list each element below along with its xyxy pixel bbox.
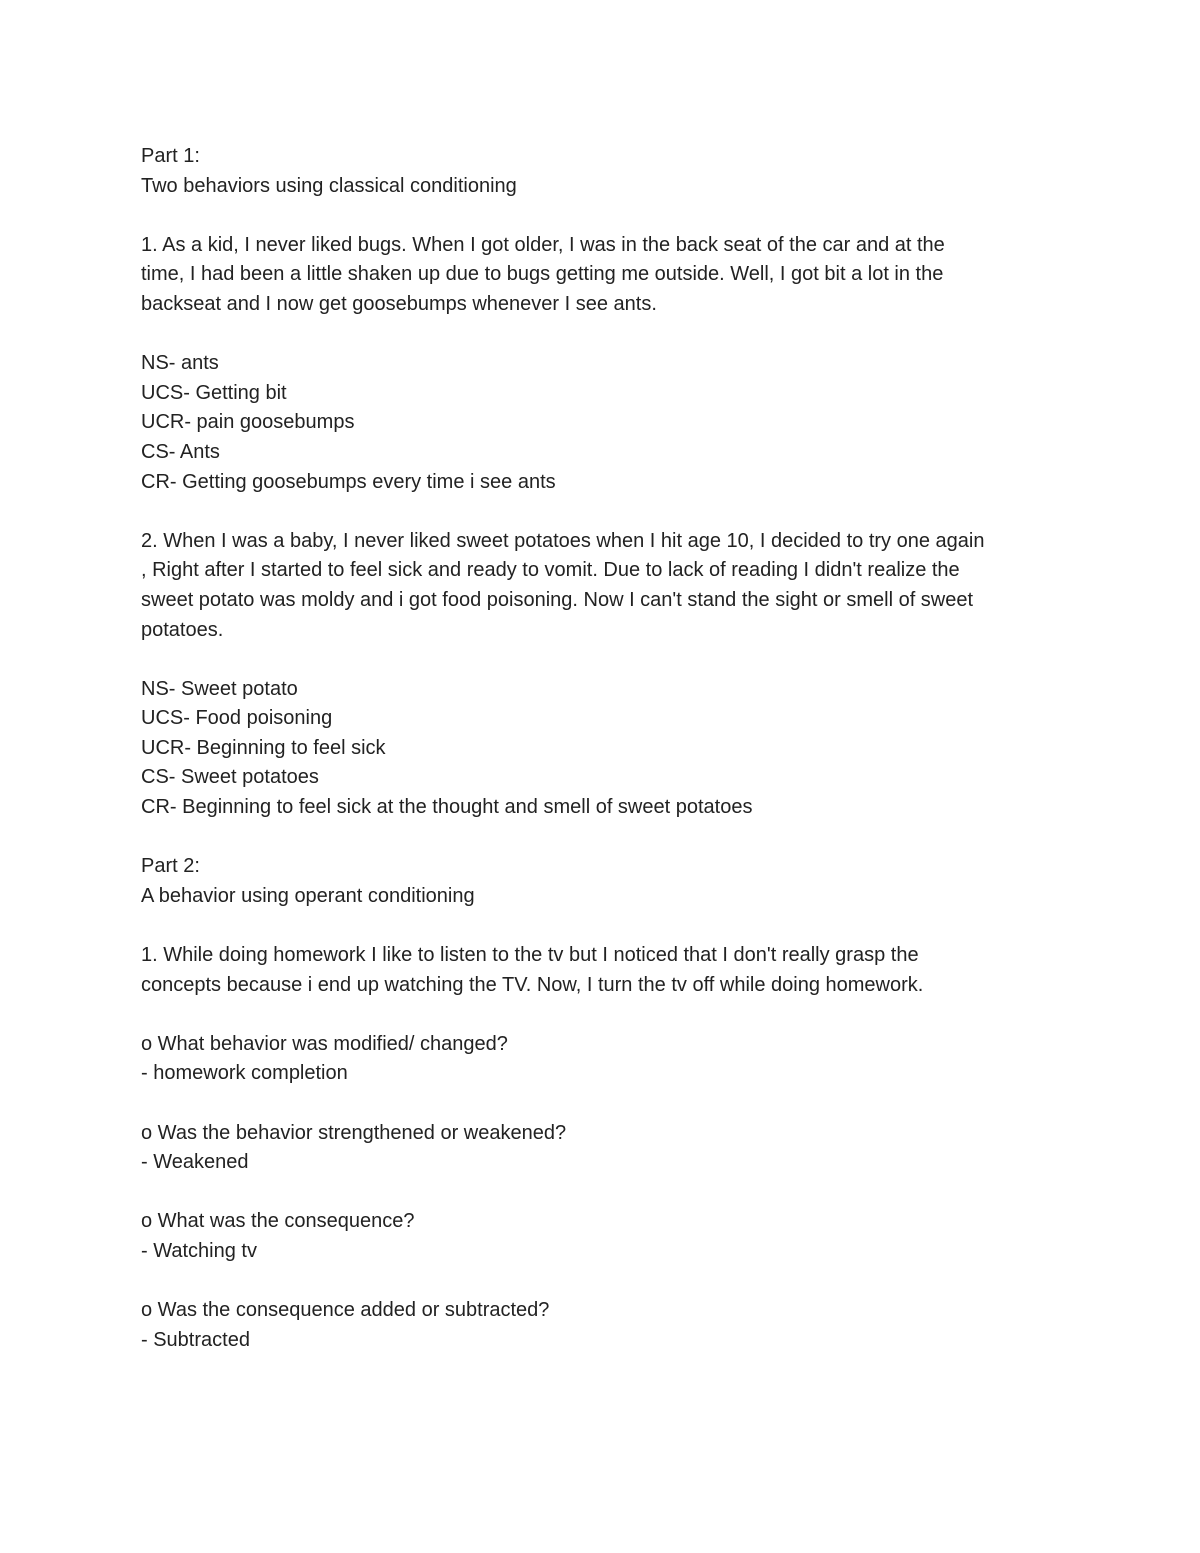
question-text: o Was the behavior strengthened or weakened?: [141, 1121, 567, 1144]
part1-example2-term-ns: NS- Sweet potato: [141, 677, 298, 700]
spacer: [141, 201, 1061, 231]
part2-example1-line: concepts because i end up watching the TV. Now, I turn the tv off while doing homework.: [141, 973, 924, 996]
spacer: [141, 911, 1061, 941]
spacer: [141, 1000, 1061, 1030]
part1-example2-line: 2. When I was a baby, I never liked sweet potatoes when I hit age 10, I decided to try one again: [141, 529, 985, 552]
part2-subheading: A behavior using operant conditioning: [141, 884, 475, 907]
part1-subheading: Two behaviors using classical conditioning: [141, 174, 517, 197]
part1-example2-term-ucs: UCS- Food poisoning: [141, 707, 333, 730]
part1-example1-term-ns: NS- ants: [141, 352, 219, 375]
spacer: [141, 320, 1061, 350]
answer-text: - Weakened: [141, 1151, 249, 1174]
part1-example2-term-ucr: UCR- Beginning to feel sick: [141, 736, 386, 759]
part1-example1-line: time, I had been a little shaken up due to bugs getting me outside. Well, I got bit a lot in the: [141, 263, 944, 286]
part1-example2-term-cr: CR- Beginning to feel sick at the thought and smell of sweet potatoes: [141, 796, 753, 819]
spacer: [141, 1089, 1061, 1119]
part1-example1-line: backseat and I now get goosebumps whenever I see ants.: [141, 292, 657, 315]
spacer: [141, 1267, 1061, 1297]
part1-example1-term-ucs: UCS- Getting bit: [141, 381, 287, 404]
part1-heading: Part 1:: [141, 145, 200, 167]
part1-example2-term-cs: CS- Sweet potatoes: [141, 766, 319, 789]
question-text: o Was the consequence added or subtracted?: [141, 1299, 550, 1322]
question-text: o What was the consequence?: [141, 1210, 415, 1233]
document-body: [141, 142, 1061, 1355]
question-text: o What behavior was modified/ changed?: [141, 1032, 508, 1055]
part1-example1-term-ucr: UCR- pain goosebumps: [141, 411, 355, 434]
part2-heading: Part 2:: [141, 855, 200, 878]
part1-example2-line: sweet potato was moldy and i got food poisoning. Now I can't stand the sight or smell of sweet: [141, 588, 974, 611]
part1-example1-term-cs: CS- Ants: [141, 440, 220, 463]
spacer: [141, 645, 1061, 675]
part1-example2-line: , Right after I started to feel sick and ready to vomit. Due to lack of reading I didn't realize the: [141, 559, 960, 582]
answer-text: - homework completion: [141, 1062, 348, 1085]
spacer: [141, 1178, 1061, 1208]
part1-example2-line: potatoes.: [141, 618, 224, 641]
spacer: [141, 497, 1061, 527]
part1-example1-term-cr: CR- Getting goosebumps every time i see ants: [141, 470, 556, 493]
spacer: [141, 823, 1061, 853]
answer-text: - Watching tv: [141, 1239, 257, 1262]
part2-example1-line: 1. While doing homework I like to listen to the tv but I noticed that I don't really grasp the: [141, 944, 919, 967]
part1-example1-line: 1. As a kid, I never liked bugs. When I got older, I was in the back seat of the car and at the: [141, 233, 945, 256]
answer-text: - Subtracted: [141, 1328, 250, 1351]
